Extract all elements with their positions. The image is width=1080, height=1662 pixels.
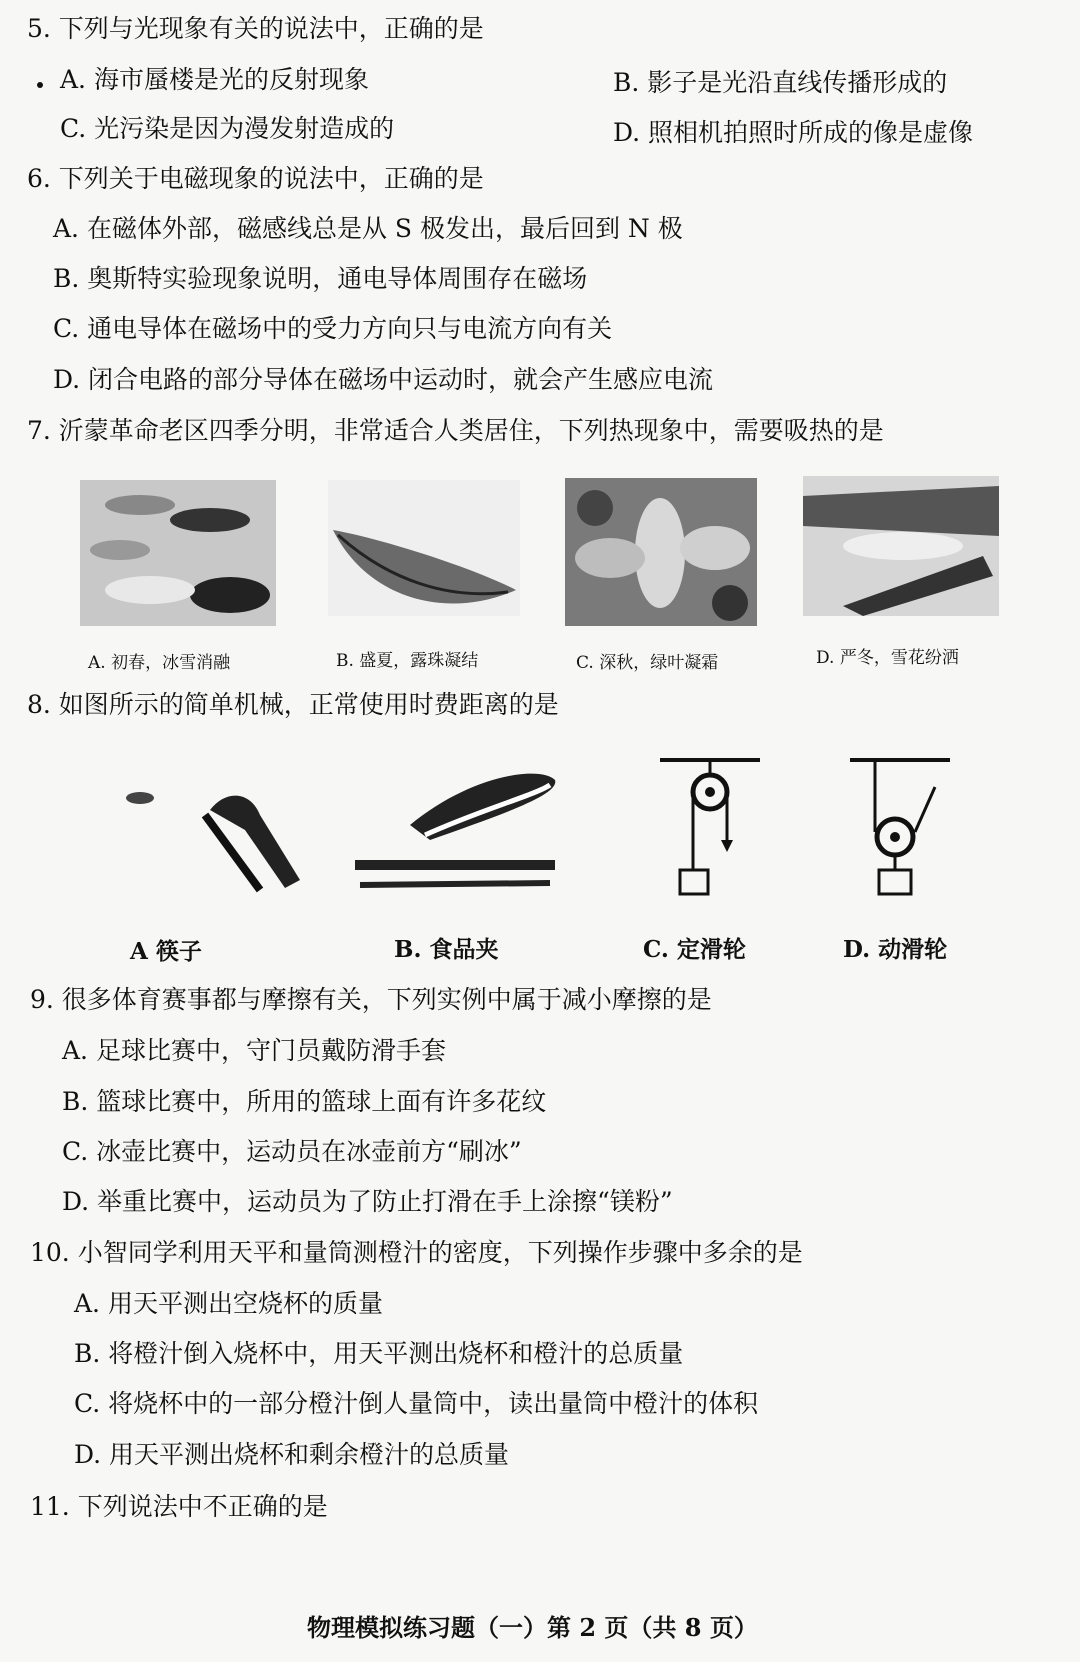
photo-ice-melting [80, 480, 276, 626]
question-10-stem: 10. 小智同学利用天平和量筒测橙汁的密度，下列操作步骤中多余的是 [30, 1238, 803, 1267]
question-9-stem: 9. 很多体育赛事都与摩擦有关，下列实例中属于减小摩擦的是 [30, 985, 712, 1014]
fixed-pulley-figure [655, 752, 765, 906]
q6-option-c: C. 通电导体在磁场中的受力方向只与电流方向有关 [53, 314, 613, 343]
q9-option-c: C. 冰壶比赛中，运动员在冰壶前方“刷冰” [62, 1137, 522, 1166]
q5-option-a: A. 海市蜃楼是光的反射现象 [60, 65, 369, 94]
q7-caption-b: B. 盛夏，露珠凝结 [336, 651, 479, 671]
q8-caption-d: D. 动滑轮 [843, 936, 948, 963]
photo-snowflakes [803, 476, 999, 616]
q9-option-d: D. 举重比赛中，运动员为了防止打滑在手上涂擦“镁粉” [62, 1187, 673, 1216]
q6-option-a: A. 在磁体外部，磁感线总是从 S 极发出，最后回到 N 极 [53, 214, 683, 243]
q10-option-c: C. 将烧杯中的一部分橙汁倒人量筒中，读出量筒中橙汁的体积 [74, 1389, 759, 1418]
chopsticks-figure [110, 770, 310, 904]
q7-caption-c: C. 深秋，绿叶凝霜 [576, 653, 719, 673]
q5-option-d: D. 照相机拍照时所成的像是虚像 [613, 118, 974, 147]
question-8-stem: 8. 如图所示的简单机械，正常使用时费距离的是 [27, 690, 559, 719]
photo-frost-on-leaves [565, 478, 757, 626]
q10-option-a: A. 用天平测出空烧杯的质量 [74, 1289, 383, 1318]
q9-option-b: B. 篮球比赛中，所用的篮球上面有许多花纹 [62, 1087, 547, 1116]
q9-option-a: A. 足球比赛中，守门员戴防滑手套 [62, 1036, 446, 1065]
q6-option-d: D. 闭合电路的部分导体在磁场中运动时，就会产生感应电流 [53, 365, 714, 394]
q7-caption-a: A. 初春，冰雪消融 [88, 653, 231, 673]
q10-option-b: B. 将橙汁倒入烧杯中，用天平测出烧杯和橙汁的总质量 [74, 1339, 684, 1368]
q8-caption-c: C. 定滑轮 [643, 936, 746, 963]
q5-option-c: C. 光污染是因为漫发射造成的 [60, 114, 395, 143]
question-5-stem: 5. 下列与光现象有关的说法中，正确的是 [27, 14, 484, 43]
q10-option-d: D. 用天平测出烧杯和剩余橙汁的总质量 [74, 1440, 510, 1469]
page-footer: 物理模拟练习题（一）第 2 页（共 8 页） [307, 1613, 758, 1642]
movable-pulley-figure [845, 752, 955, 906]
q8-caption-a: A 筷子 [130, 938, 202, 965]
question-6-stem: 6. 下列关于电磁现象的说法中，正确的是 [27, 164, 484, 193]
question-7-stem: 7. 沂蒙革命老区四季分明，非常适合人类居住，下列热现象中，需要吸热的是 [27, 416, 884, 445]
q5-option-b: B. 影子是光沿直线传播形成的 [613, 68, 948, 97]
question-11-stem: 11. 下列说法中不正确的是 [30, 1492, 328, 1521]
q6-option-b: B. 奥斯特实验现象说明，通电导体周围存在磁场 [53, 264, 588, 293]
q7-caption-d: D. 严冬，雪花纷洒 [816, 648, 959, 668]
photo-dew-on-leaf [328, 480, 520, 616]
bullet-mark [37, 82, 43, 88]
food-tongs-figure [350, 755, 565, 899]
q8-caption-b: B. 食品夹 [394, 936, 499, 963]
